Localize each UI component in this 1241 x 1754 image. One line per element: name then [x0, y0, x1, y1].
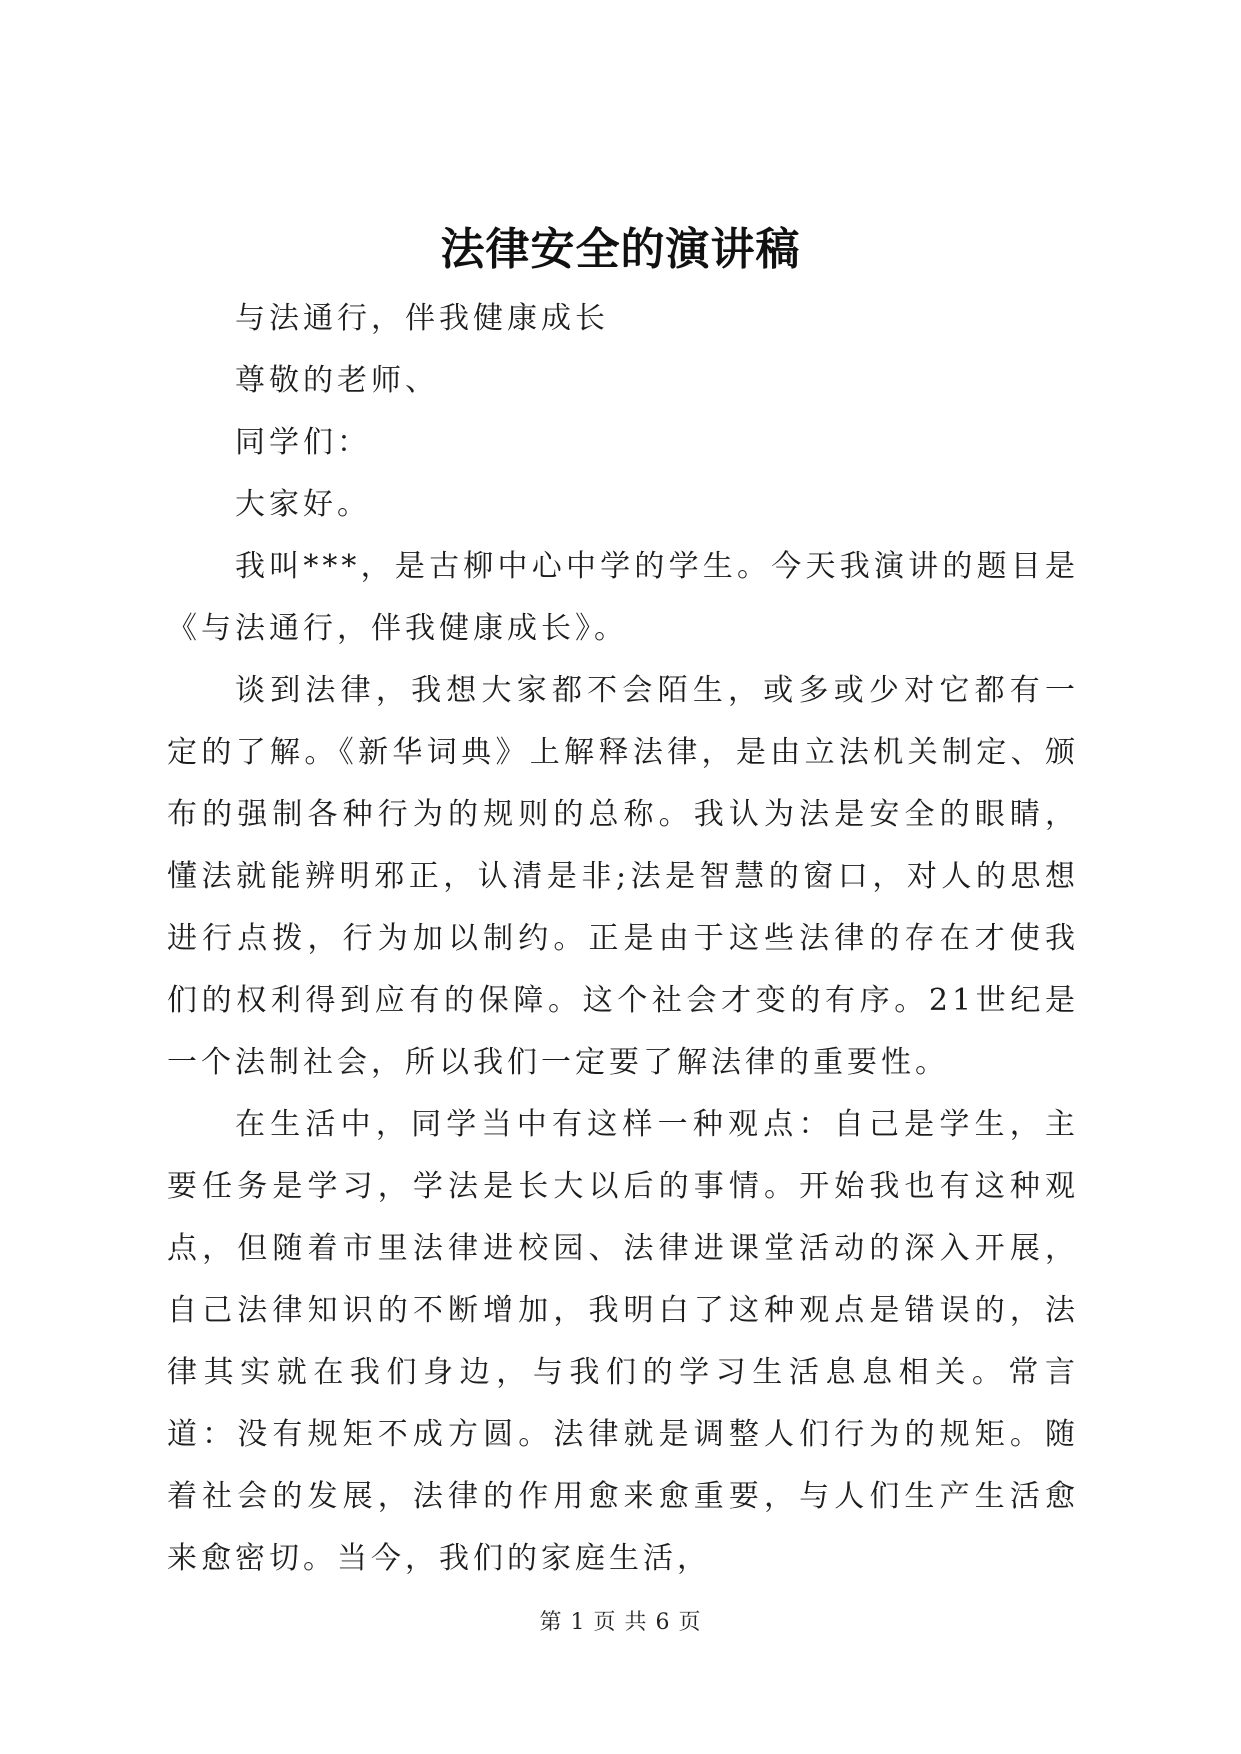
body-paragraph: 我叫***，是古柳中心中学的学生。今天我演讲的题目是《与法通行，伴我健康成长》。 — [167, 549, 1079, 646]
greeting-paragraph: 大家好。 — [235, 487, 371, 522]
body-paragraph: 在生活中，同学当中有这样一种观点：自己是学生，主要任务是学习，学法是长大以后的事情。开始我也有这种观点，但随着市里法律进校园、法律进课堂活动的深入开展，自己法律知识的不断增加，我明白了这种观点是错误的，法律其实就在我们身边，与我们的学习生活息息相关。常言道：没有规矩不成方圆。法律就是调整人们行为的规矩。随着社会的发展，法律的作用愈来愈重要，与人们生产生活愈来愈密切。当今，我们的家庭生活， — [167, 1107, 1079, 1576]
page-footer: 第 1 页 共 6 页 — [539, 1610, 702, 1635]
body-paragraph: 谈到法律，我想大家都不会陌生，或多或少对它都有一定的了解。《新华词典》上解释法律，是由立法机关制定、颁布的强制各种行为的规则的总称。我认为法是安全的眼睛，懂法就能辨明邪正，认清是非;法是智慧的窗口，对人的思想进行点拨，行为加以制约。正是由于这些法律的存在才使我们的权利得到应有的保障。这个社会才变的有序。21世纪是一个法制社会，所以我们一定要了解法律的重要性。 — [167, 673, 1079, 1080]
subtitle-paragraph: 与法通行，伴我健康成长 — [235, 301, 609, 336]
greeting-paragraph: 同学们： — [235, 425, 371, 460]
document-title: 法律安全的演讲稿 — [440, 224, 801, 275]
document-body — [167, 288, 1079, 1590]
greeting-paragraph: 尊敬的老师、 — [235, 363, 439, 398]
